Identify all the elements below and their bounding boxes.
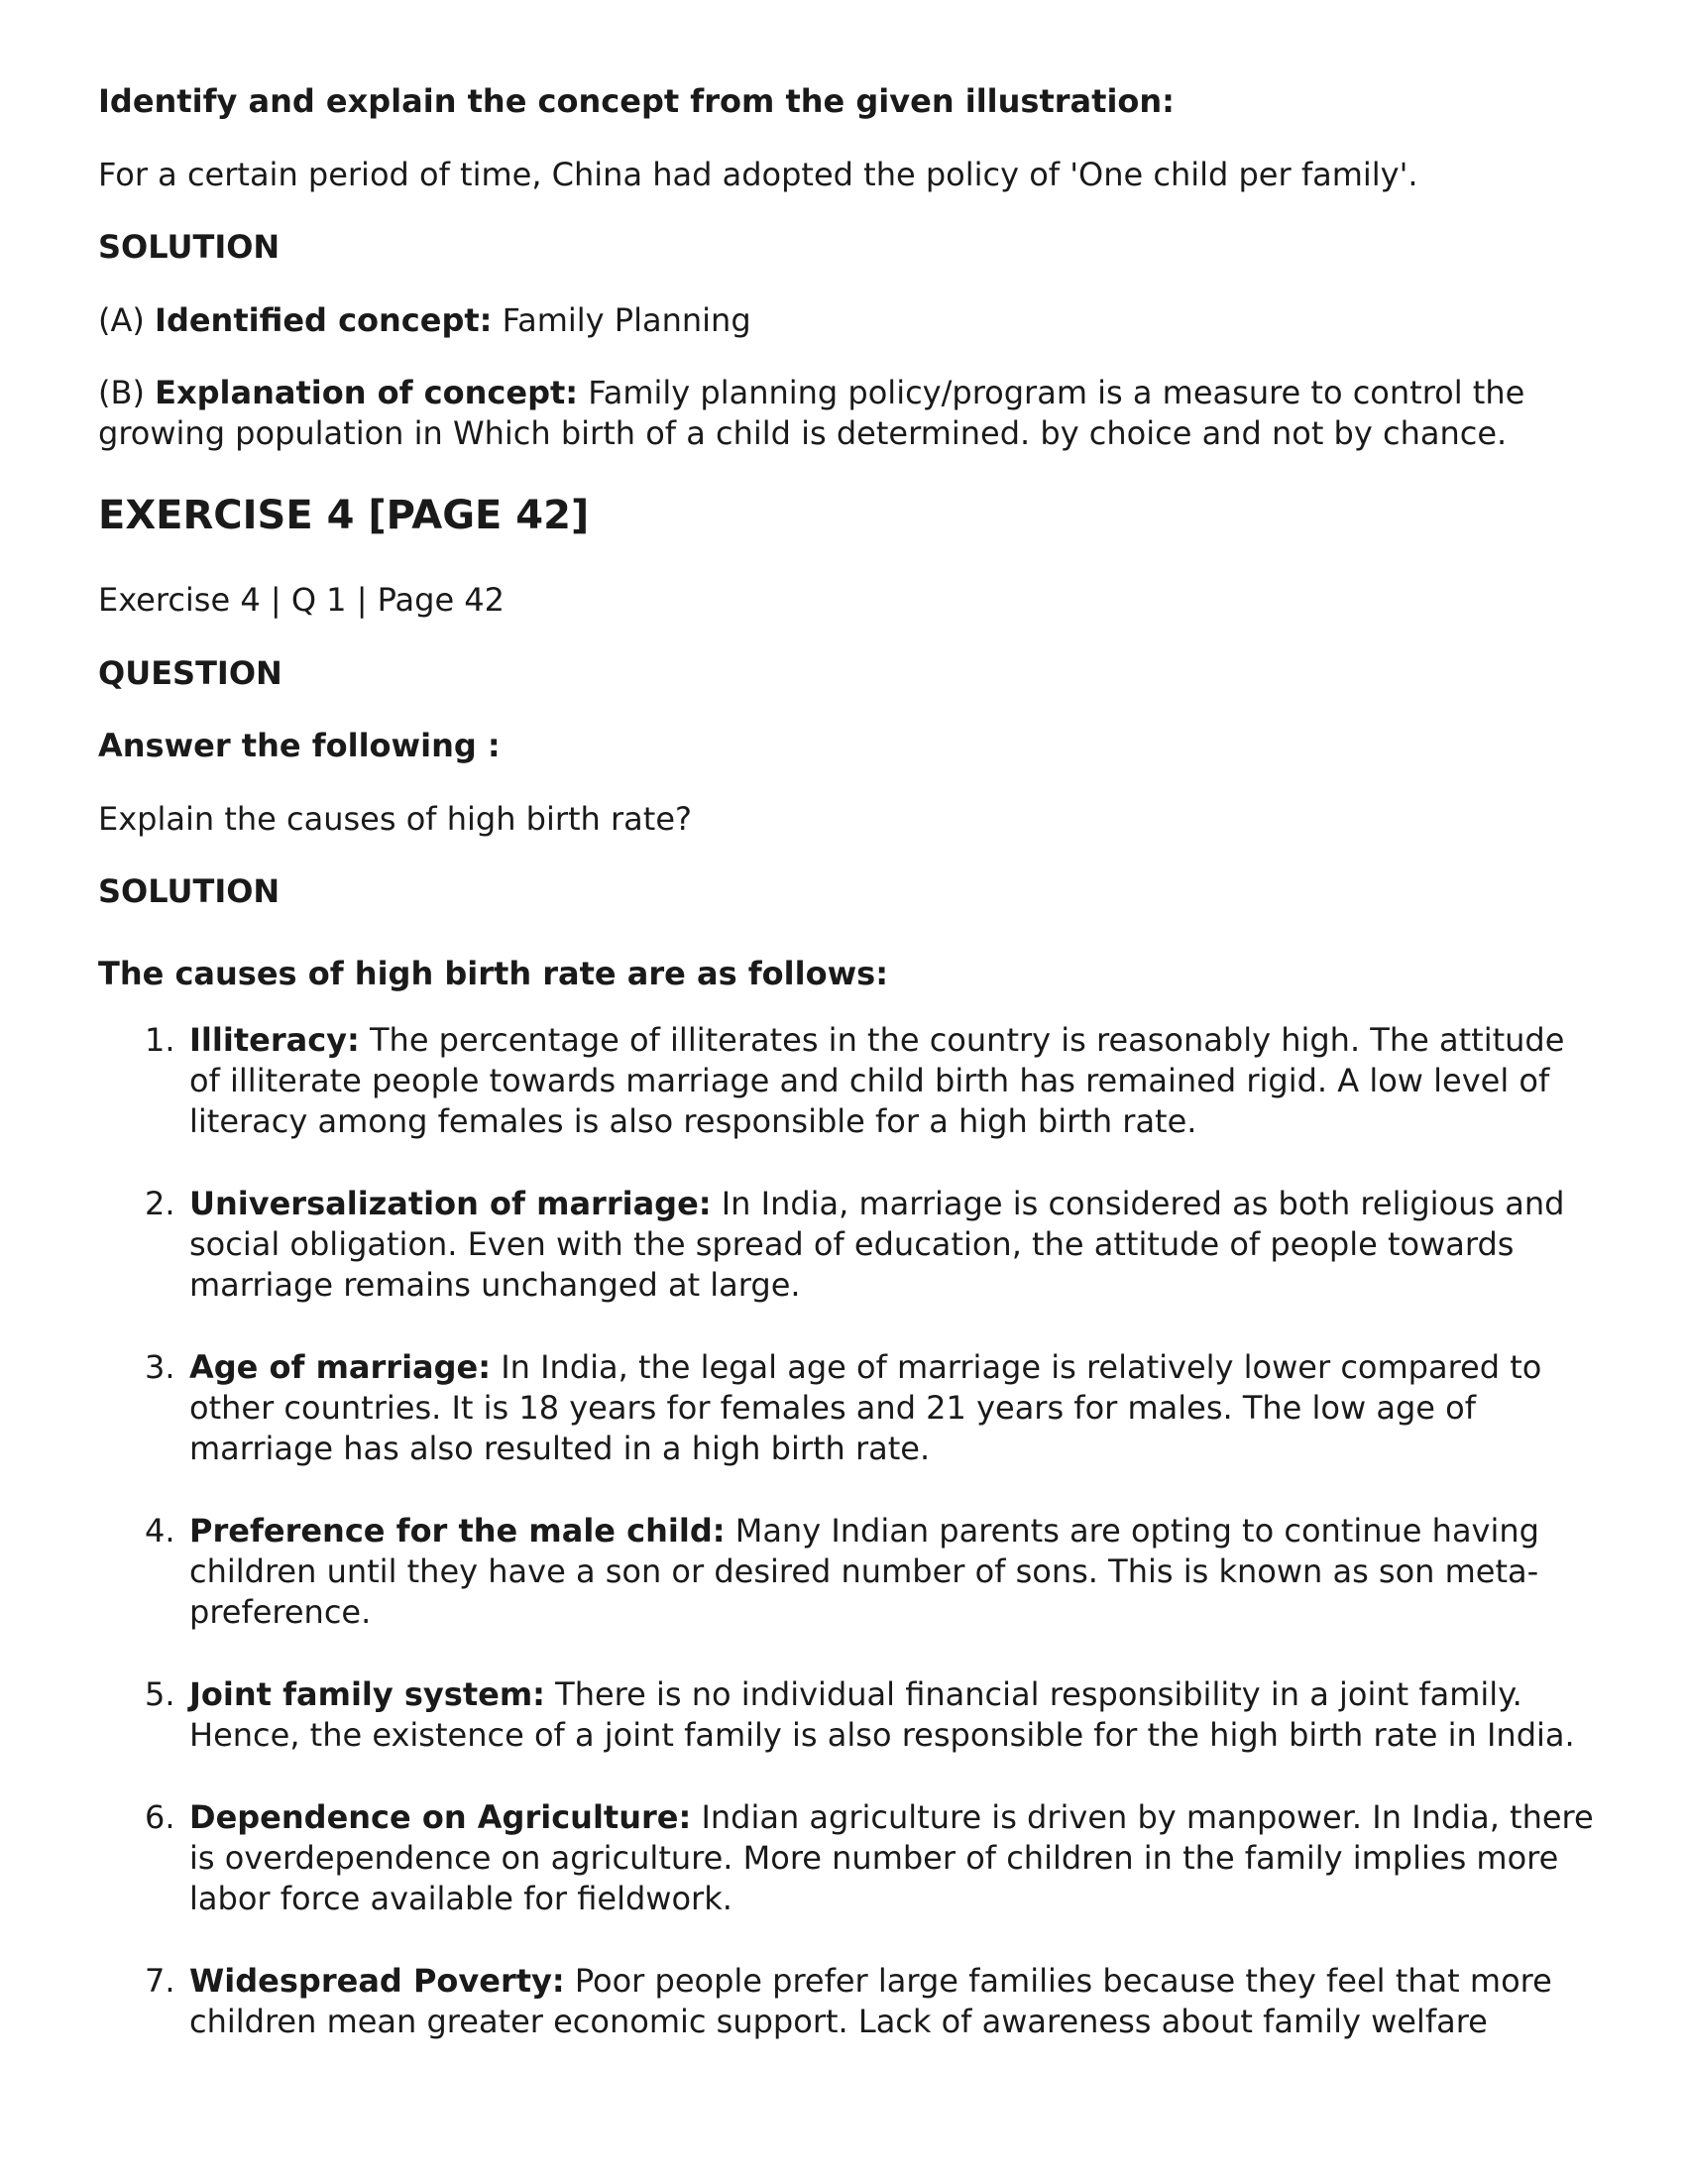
list-item-number: 1. xyxy=(145,1021,175,1059)
prev-solution-label: SOLUTION xyxy=(98,228,281,266)
list-item-number: 7. xyxy=(145,1962,175,2000)
answer-b-prefix: (B) xyxy=(98,374,145,411)
list-item-title: Illiteracy: xyxy=(189,1021,360,1059)
solution-intro: The causes of high birth rate are as follows: xyxy=(98,955,888,992)
answer-a-text: Family Planning xyxy=(502,301,751,339)
list-item-number: 3. xyxy=(145,1348,175,1386)
list-item-text: There is no individual financial responsibility in a joint family. Hence, the existence of a joint family is also responsible for the high birth rate in India. xyxy=(189,1675,1575,1754)
list-item-title: Preference for the male child: xyxy=(189,1512,726,1550)
answer-b-label: Explanation of concept: xyxy=(155,374,579,411)
list-item-text: In India, the legal age of marriage is relatively lower compared to other countries. It is 18 years for females and 21 years for males. The low age of marriage has also resulted in a high birth rate. xyxy=(189,1348,1542,1467)
list-item xyxy=(98,1797,1605,1919)
list-item xyxy=(98,1511,1605,1633)
question-instruction: Answer the following : xyxy=(98,727,501,764)
list-item xyxy=(98,1961,1605,2042)
answer-b xyxy=(98,373,1605,454)
list-item-title: Universalization of marriage: xyxy=(189,1185,712,1222)
list-item-text: Many Indian parents are opting to continue having children until they have a son or desired number of sons. This is known as son meta-preference. xyxy=(189,1512,1539,1631)
prev-question-illustration: For a certain period of time, China had adopted the policy of 'One child per family'. xyxy=(98,156,1418,193)
solution-label: SOLUTION xyxy=(98,872,281,910)
answer-a xyxy=(98,300,751,341)
list-item xyxy=(98,1184,1605,1306)
list-item xyxy=(98,1347,1605,1469)
exercise-heading: EXERCISE 4 [PAGE 42] xyxy=(98,493,590,538)
list-item-number: 4. xyxy=(145,1512,175,1550)
list-item-title: Joint family system: xyxy=(189,1675,545,1713)
list-item-text: Poor people prefer large families because they feel that more children mean greater economic support. Lack of awareness about family welfare xyxy=(189,1962,1552,2040)
list-item-text: In India, marriage is considered as both religious and social obligation. Even with the spread of education, the attitude of people towards marriage remains unchanged at large. xyxy=(189,1185,1565,1304)
list-item-number: 5. xyxy=(145,1675,175,1713)
list-item-title: Age of marriage: xyxy=(189,1348,492,1386)
exercise-reference: Exercise 4 | Q 1 | Page 42 xyxy=(98,581,506,619)
causes-list xyxy=(98,1020,1605,2084)
list-item-title: Dependence on Agriculture: xyxy=(189,1798,692,1836)
list-item xyxy=(98,1020,1605,1142)
list-item xyxy=(98,1674,1605,1756)
answer-a-label: Identified concept: xyxy=(155,301,493,339)
list-item-number: 6. xyxy=(145,1798,175,1836)
answer-a-prefix: (A) xyxy=(98,301,145,339)
question-label: QUESTION xyxy=(98,654,282,692)
list-item-text: The percentage of illiterates in the country is reasonably high. The attitude of illiterate people towards marriage and child birth has remained rigid. A low level of literacy among females is also responsible for a high birth rate. xyxy=(189,1021,1565,1140)
list-item-number: 2. xyxy=(145,1185,175,1222)
answer-b-text: Family planning policy/program is a measure to control the growing population in Which birth of a child is determined. by choice and not by chance. xyxy=(98,374,1525,452)
list-item-text: Indian agriculture is driven by manpower. In India, there is overdependence on agriculture. More number of children in the family implies more labor force available for fieldwork. xyxy=(189,1798,1594,1917)
prev-question-prompt: Identify and explain the concept from the given illustration: xyxy=(98,82,1175,120)
list-item-title: Widespread Poverty: xyxy=(189,1962,565,2000)
question-text: Explain the causes of high birth rate? xyxy=(98,800,692,838)
